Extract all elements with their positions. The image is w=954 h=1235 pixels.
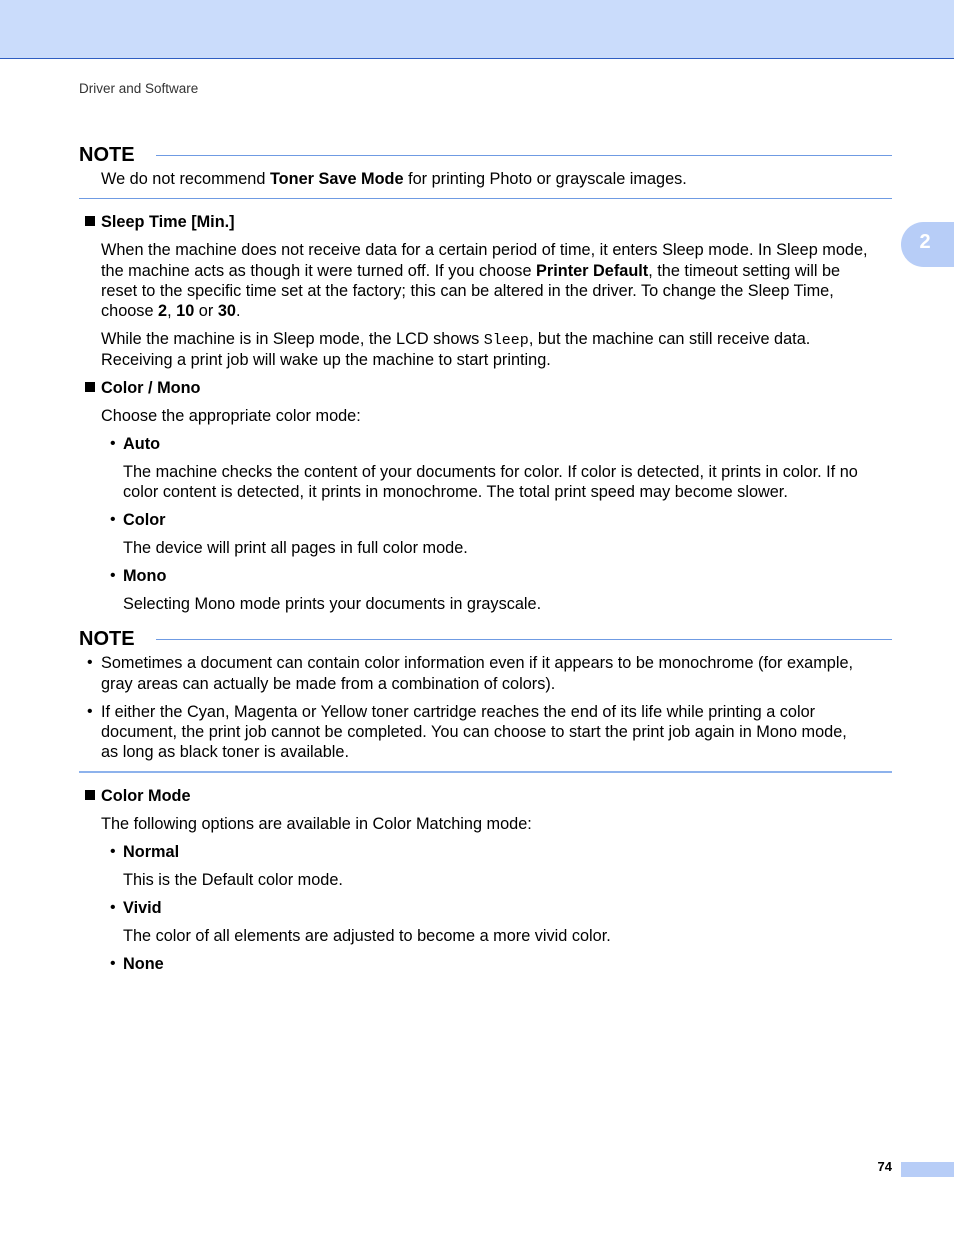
chapter-number: 2 <box>919 231 931 253</box>
option-label-mono: Mono <box>123 567 167 585</box>
option-label-color: Color <box>123 511 166 529</box>
square-bullet-icon <box>85 216 95 226</box>
bullet-icon: • <box>110 435 116 452</box>
paragraph-line: Sometimes a document can contain color information even if it appears to be monochrome (for example, <box>101 654 854 672</box>
note-title: NOTE <box>79 628 135 650</box>
header-bar <box>0 0 954 59</box>
section-heading-color-mode: Color Mode <box>101 787 191 805</box>
note-title: NOTE <box>79 144 135 166</box>
section-heading-sleep-time: Sleep Time [Min.] <box>101 213 235 231</box>
note-rule-bottom <box>79 198 892 199</box>
paragraph-line: The following options are available in Color Matching mode: <box>101 815 532 833</box>
chapter-tab <box>901 222 954 267</box>
paragraph-line: The machine checks the content of your documents for color. If color is detected, it prints in color. If no <box>123 463 858 481</box>
note-rule-bottom <box>79 771 892 773</box>
square-bullet-icon <box>85 382 95 392</box>
page-number: 74 <box>877 1159 892 1174</box>
note-rule-top <box>156 155 892 156</box>
running-header: Driver and Software <box>79 81 199 96</box>
bullet-icon: • <box>110 511 116 528</box>
option-label-none: None <box>123 955 164 973</box>
paragraph-line: Selecting Mono mode prints your documents in grayscale. <box>123 595 542 613</box>
paragraph-line: as long as black toner is available. <box>101 743 349 761</box>
bullet-icon: • <box>110 955 116 972</box>
paragraph-line: gray areas can actually be made from a combination of colors). <box>101 675 556 693</box>
paragraph-line: The device will print all pages in full color mode. <box>123 539 468 557</box>
paragraph-line: choose 2, 10 or 30. <box>101 302 241 320</box>
option-label-vivid: Vivid <box>123 899 162 917</box>
paragraph-line: the machine acts as though it were turned off. If you choose Printer Default, the timeout setting will be <box>101 262 841 280</box>
bullet-icon: • <box>87 703 93 720</box>
paragraph-line: Choose the appropriate color mode: <box>101 407 361 425</box>
paragraph-line: If either the Cyan, Magenta or Yellow toner cartridge reaches the end of its life while printing a color <box>101 703 816 721</box>
bullet-icon: • <box>110 567 116 584</box>
bullet-icon: • <box>110 899 116 916</box>
paragraph-line: Receiving a print job will wake up the machine to start printing. <box>101 351 551 369</box>
note-rule-top <box>156 639 892 640</box>
paragraph-line: color content is detected, it prints in monochrome. The total print speed may become slower. <box>123 483 788 501</box>
section-heading-color-mono: Color / Mono <box>101 379 201 397</box>
bullet-icon: • <box>87 654 93 671</box>
paragraph-line: reset to the specific time set at the factory; this can be altered in the driver. To change the Sleep Time, <box>101 282 834 300</box>
paragraph-line: document, the print job cannot be completed. You can choose to start the print job again in Mono mode, <box>101 723 847 741</box>
paragraph-line: While the machine is in Sleep mode, the LCD shows Sleep, but the machine can still receive data. <box>101 330 811 349</box>
paragraph-line: The color of all elements are adjusted to become a more vivid color. <box>123 927 611 945</box>
bullet-icon: • <box>110 843 116 860</box>
option-label-auto: Auto <box>123 435 161 453</box>
footer-bar <box>901 1162 954 1177</box>
note-text: We do not recommend Toner Save Mode for printing Photo or grayscale images. <box>101 170 687 188</box>
paragraph-line: When the machine does not receive data for a certain period of time, it enters Sleep mode. In Sleep mode, <box>101 241 868 259</box>
square-bullet-icon <box>85 790 95 800</box>
option-label-normal: Normal <box>123 843 180 861</box>
paragraph-line: This is the Default color mode. <box>123 871 343 889</box>
